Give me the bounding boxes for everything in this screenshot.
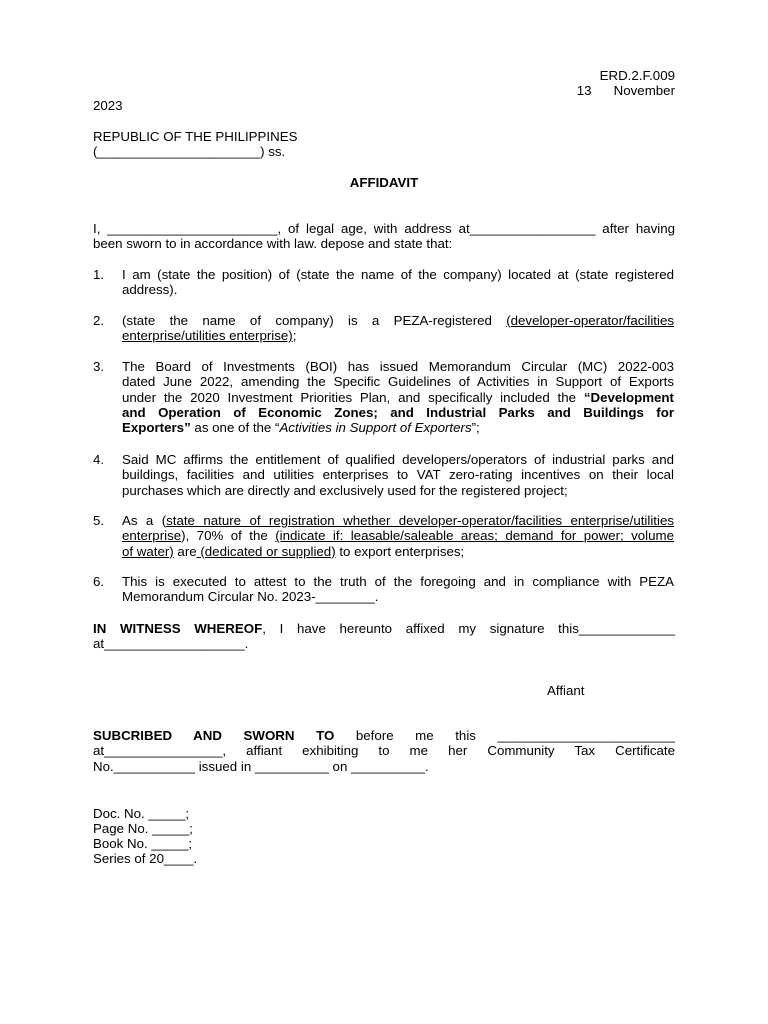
item-line — [122, 528, 674, 543]
witness-text: , I have hereunto affixed my signature this_____________ — [262, 621, 675, 636]
item-underlined: of water) — [122, 543, 174, 559]
affiant-label: Affiant — [547, 683, 585, 698]
form-code: ERD.2.F.009 — [599, 68, 675, 83]
item-number: 5. — [93, 513, 105, 528]
item-text: under the 2020 Investment Priorities Plan, and specifically included the — [122, 389, 584, 405]
item-6 — [122, 574, 674, 605]
item-1 — [122, 267, 674, 298]
jurat-line — [93, 728, 675, 743]
jurat-line: at________________, affiant exhibiting to me her Community Tax Certificate — [93, 743, 675, 759]
item-line — [122, 420, 674, 435]
venue-line: (______________________) ss. — [93, 144, 286, 159]
item-line: Said MC affirms the entitlement of qualified developers/operators of industrial parks and — [122, 452, 674, 467]
republic-heading: REPUBLIC OF THE PHILIPPINES — [93, 129, 298, 144]
item-line: and Operation of Economic Zones; and Industrial Parks and Buildings for — [122, 404, 674, 420]
item-text: (state the name of company) is a PEZA-registered — [122, 313, 507, 328]
intro-line: I, _______________________, of legal age, with address at_________________ after having — [93, 221, 675, 236]
item-underlined: (indicate if: leasable/saleable areas; demand for power; volume — [275, 528, 674, 544]
item-line: The Board of Investments (BOI) has issued Memorandum Circular (MC) 2022-003 — [122, 359, 674, 374]
item-line — [122, 513, 674, 528]
item-line: dated June 2022, amending the Specific Guidelines of Activities in Support of Exports — [122, 374, 674, 390]
item-underlined: enterprise — [122, 528, 182, 544]
item-underlined: state nature of registration whether developer-operator/facilities enterprise/utilities — [166, 513, 674, 528]
item-bold: Exporters” — [122, 420, 191, 436]
item-text: ; — [292, 328, 297, 344]
doc-no: Doc. No. _____; — [93, 806, 190, 821]
witness-line: at___________________. — [93, 636, 249, 652]
item-underlined: enterprise/utilities enterprise) — [122, 328, 293, 344]
jurat-line: No.___________ issued in __________ on __________. — [93, 758, 429, 774]
item-text: ”; — [471, 420, 480, 436]
item-italic: Activities in Support of Exporters — [279, 420, 472, 436]
item-text: are — [173, 543, 197, 559]
item-line: buildings, facilities and utilities enterprises to VAT zero-rating incentives on their local — [122, 467, 674, 483]
intro-line: been sworn to in accordance with law. depose and state that: — [93, 236, 453, 252]
item-number: 6. — [93, 574, 105, 589]
item-text: ), 70% of the — [181, 528, 276, 544]
item-line: This is executed to attest to the truth of the foregoing and in compliance with PEZA — [122, 574, 674, 589]
item-5 — [122, 513, 674, 559]
page-no: Page No. _____; — [93, 821, 193, 836]
item-text: As a ( — [122, 513, 167, 528]
item-line: address). — [122, 282, 178, 298]
jurat-paragraph — [93, 728, 675, 774]
item-line — [122, 390, 674, 405]
item-bold: “Development — [583, 389, 674, 405]
item-2 — [122, 313, 674, 344]
item-number: 3. — [93, 359, 105, 374]
witness-paragraph — [93, 621, 675, 652]
series-of: Series of 20____. — [93, 851, 198, 866]
jurat-bold: SUBCRIBED AND SWORN TO — [93, 728, 335, 743]
item-4 — [122, 452, 674, 498]
item-line — [122, 544, 674, 559]
witness-line — [93, 621, 675, 636]
intro-paragraph — [93, 221, 675, 252]
jurat-text: before me this ________________________ — [334, 728, 675, 743]
item-line — [122, 328, 674, 343]
book-no: Book No. _____; — [93, 836, 193, 851]
item-line — [122, 313, 674, 328]
item-3 — [122, 359, 674, 435]
item-line: Memorandum Circular No. 2023-________. — [122, 589, 379, 605]
item-text: to export enterprises; — [335, 543, 465, 559]
item-text: as one of the “ — [190, 420, 280, 436]
item-line: purchases which are directly and exclusively used for the registered project; — [122, 482, 568, 498]
item-number: 4. — [93, 452, 105, 467]
witness-bold: IN WITNESS WHEREOF — [93, 621, 263, 636]
item-line: I am (state the position) of (state the name of the company) located at (state registered — [122, 267, 674, 282]
item-underlined: (developer-operator/facilities — [506, 313, 674, 328]
item-underlined: (dedicated or supplied) — [196, 543, 336, 559]
form-date: 13 November — [576, 83, 675, 98]
form-year: 2023 — [93, 98, 123, 113]
item-number: 1. — [93, 267, 105, 282]
item-number: 2. — [93, 313, 105, 328]
document-title: AFFIDAVIT — [349, 175, 419, 190]
